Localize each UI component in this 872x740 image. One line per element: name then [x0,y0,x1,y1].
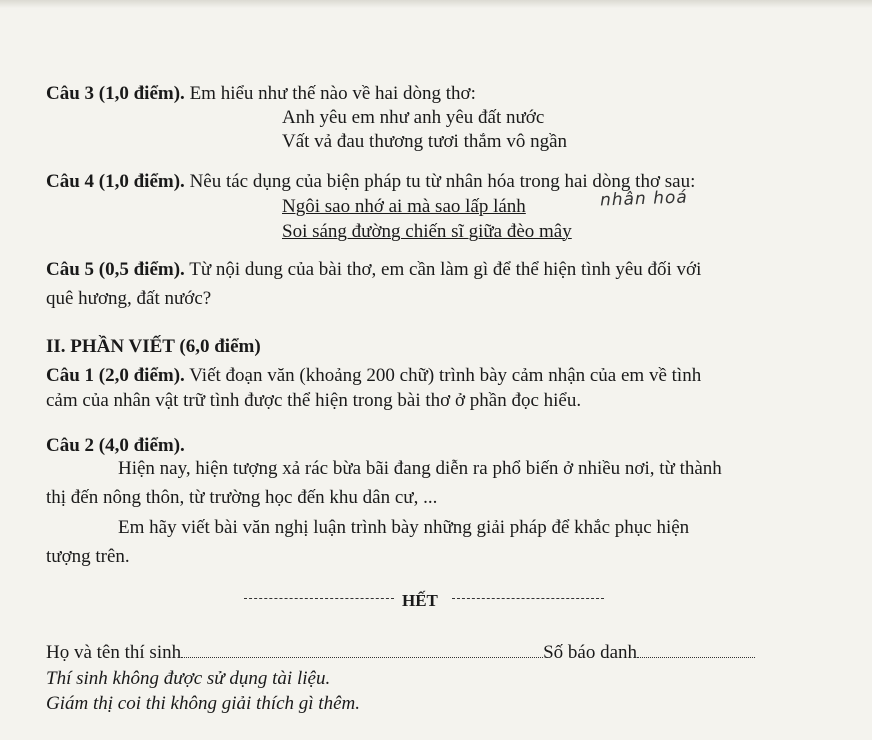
end-divider-right [452,598,604,599]
question-5-continued: quê hương, đất nước? [46,288,212,309]
writing-question-1-label: Câu 1 (2,0 điểm). [46,365,185,386]
question-5-label: Câu 5 (0,5 điểm). [46,259,185,280]
section-title: II. PHẦN VIẾT (6,0 điểm) [46,336,261,357]
writing-question-2-para1: Hiện nay, hiện tượng xả rác bừa bãi đang diễn ra phổ biến ở nhiều nơi, từ thành [118,458,722,479]
question-4 [46,170,695,194]
candidate-info-row [46,641,755,665]
writing-question-2-para2-cont: tượng trên. [46,546,130,567]
writing-question-1-continued: cảm của nhân vật trữ tình được thể hiện trong bài thơ ở phần đọc hiểu. [46,390,582,411]
end-divider-left [244,598,394,599]
question-3-label: Câu 3 (1,0 điểm). [46,83,185,104]
handwritten-note: nhân hoá [599,187,689,211]
writing-question-1-text: Viết đoạn văn (khoảng 200 chữ) trình bày cảm nhận của em về tình [184,365,702,386]
candidate-number-blank[interactable] [637,643,755,658]
candidate-name-label: Họ và tên thí sinh [46,642,182,663]
scan-shadow [0,0,872,8]
question-4-text: Nêu tác dụng của biện pháp tu từ nhân hóa trong hai dòng thơ sau: [184,171,696,192]
writing-question-2-label: Câu 2 (4,0 điểm). [46,435,185,456]
candidate-number-label: Số báo danh [543,642,638,663]
verse-line: Anh yêu em như anh yêu đất nước [282,107,545,128]
exam-note-2: Giám thị coi thi không giải thích gì thêm. [46,693,360,714]
writing-question-2-para2: Em hãy viết bài văn nghị luận trình bày những giải pháp để khắc phục hiện [118,517,690,538]
question-5 [46,258,701,282]
candidate-name-blank[interactable] [181,643,543,658]
verse-line: Soi sáng đường chiến sĩ giữa đèo mây [282,221,572,242]
exam-note-1: Thí sinh không được sử dụng tài liệu. [46,668,331,689]
verse-line: Vất vả đau thương tươi thắm vô ngần [282,131,567,152]
writing-question-2-para1-cont: thị đến nông thôn, từ trường học đến khu dân cư, ... [46,487,438,508]
writing-question-1 [46,364,701,388]
question-3 [46,82,476,106]
question-3-text: Em hiểu như thế nào về hai dòng thơ: [184,83,476,104]
end-mark: HẾT [402,591,438,610]
question-4-label: Câu 4 (1,0 điểm). [46,171,185,192]
question-5-text: Từ nội dung của bài thơ, em cần làm gì để thể hiện tình yêu đối với [184,259,702,280]
verse-line: Ngôi sao nhớ ai mà sao lấp lánh [282,196,526,217]
